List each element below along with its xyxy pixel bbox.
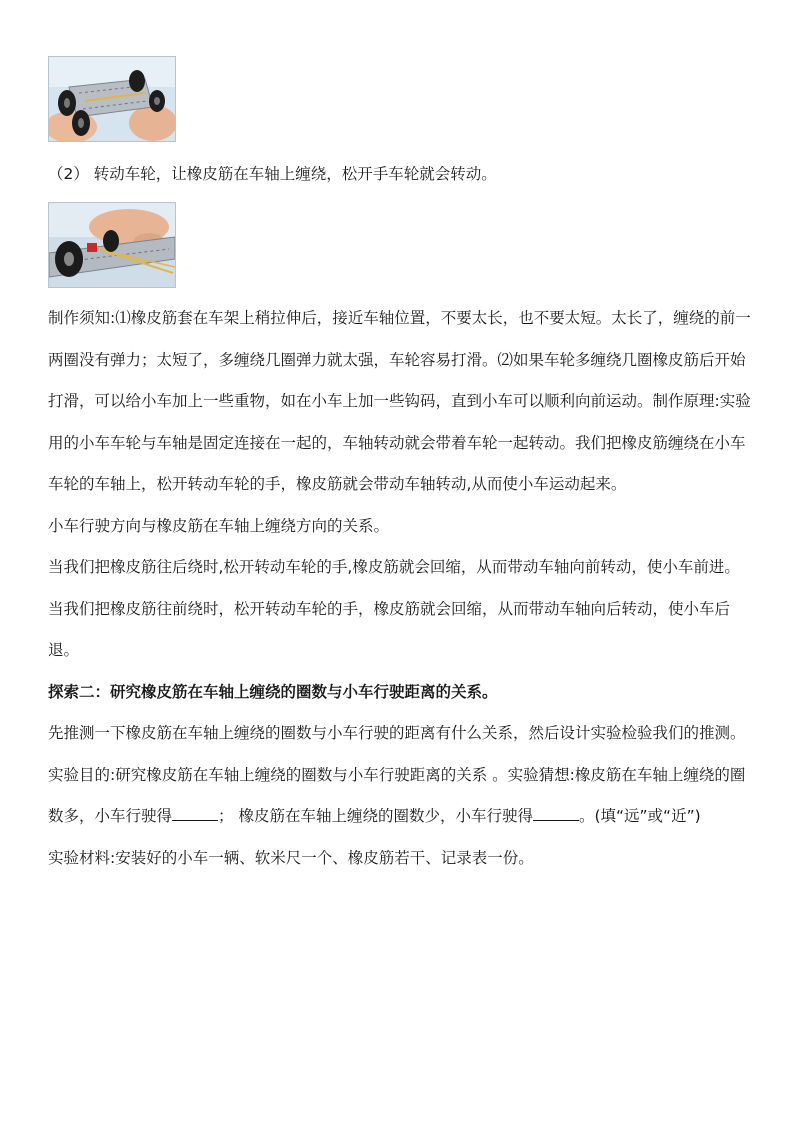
backward-winding-text: 当我们把橡皮筋往后绕时,松开转动车轮的手,橡皮筋就会回缩，从而带动车轴向前转动，使小车前进。 [48,558,740,576]
purpose-text-2: ； 橡皮筋在车轴上缠绕的圈数少，小车行驶得 [218,807,533,825]
experiment-materials: 实验材料:安装好的小车一辆、软米尺一个、橡皮筋若干、记录表一份。 [48,848,534,867]
direction-relation-heading: 小车行驶方向与橡皮筋在车轴上缠绕方向的关系。 [48,516,390,535]
winding-image [49,203,175,287]
experiment-purpose [48,755,760,838]
purpose-text-1: 实验目的:研究橡皮筋在车轴上缠绕的圈数与小车行驶距离的关系 。实验猜想:橡皮筋在车轴上缠绕的圈数多，小车行驶得 [48,765,746,825]
forward-winding-text: 当我们把橡皮筋往前绕时，松开转动车轮的手，橡皮筋就会回缩，从而带动车轴向后转动，使小车后退。 [48,599,731,659]
document-page [48,56,760,879]
answer-blank-2[interactable] [533,804,579,821]
answer-blank-1[interactable] [172,804,218,821]
explore-2-title: 探索二：研究橡皮筋在车轴上缠绕的圈数与小车行驶距离的关系。 [48,682,498,701]
car-frame-image [49,57,175,141]
figure-winding-photo [48,202,176,288]
step-2-text: （2） 转动车轮，让橡皮筋在车轴上缠绕，松开手车轮就会转动。 [48,165,497,183]
purpose-text-3: 。(填“远”或“近”) [578,807,701,825]
figure-car-frame-photo [48,56,176,142]
prediction-text: 先推测一下橡皮筋在车轴上缠绕的圈数与小车行驶的距离有什么关系，然后设计实验检验我们的推测。 [48,724,746,742]
making-notes: 制作须知:⑴橡皮筋套在车架上稍拉伸后，接近车轴位置，不要太长，也不要太短。太长了，缠绕的前一两圈没有弹力；太短了，多缠绕几圈弹力就太强，车轮容易打滑。⑵如果车轮多缠绕几圈橡皮筋后开始打滑，可以给小车加上一些重物，如在小车上加一些钩码，直到小车可以顺利向前运动。制作原理:实验用的小车车轮与车轴是固定连接在一起的，车轴转动就会带着车轮一起转动。我们把橡皮筋缠绕在小车车轮的车轴上，松开转动车轮的手，橡皮筋就会带动车轴转动,从而使小车运动起来。 [48,309,751,493]
